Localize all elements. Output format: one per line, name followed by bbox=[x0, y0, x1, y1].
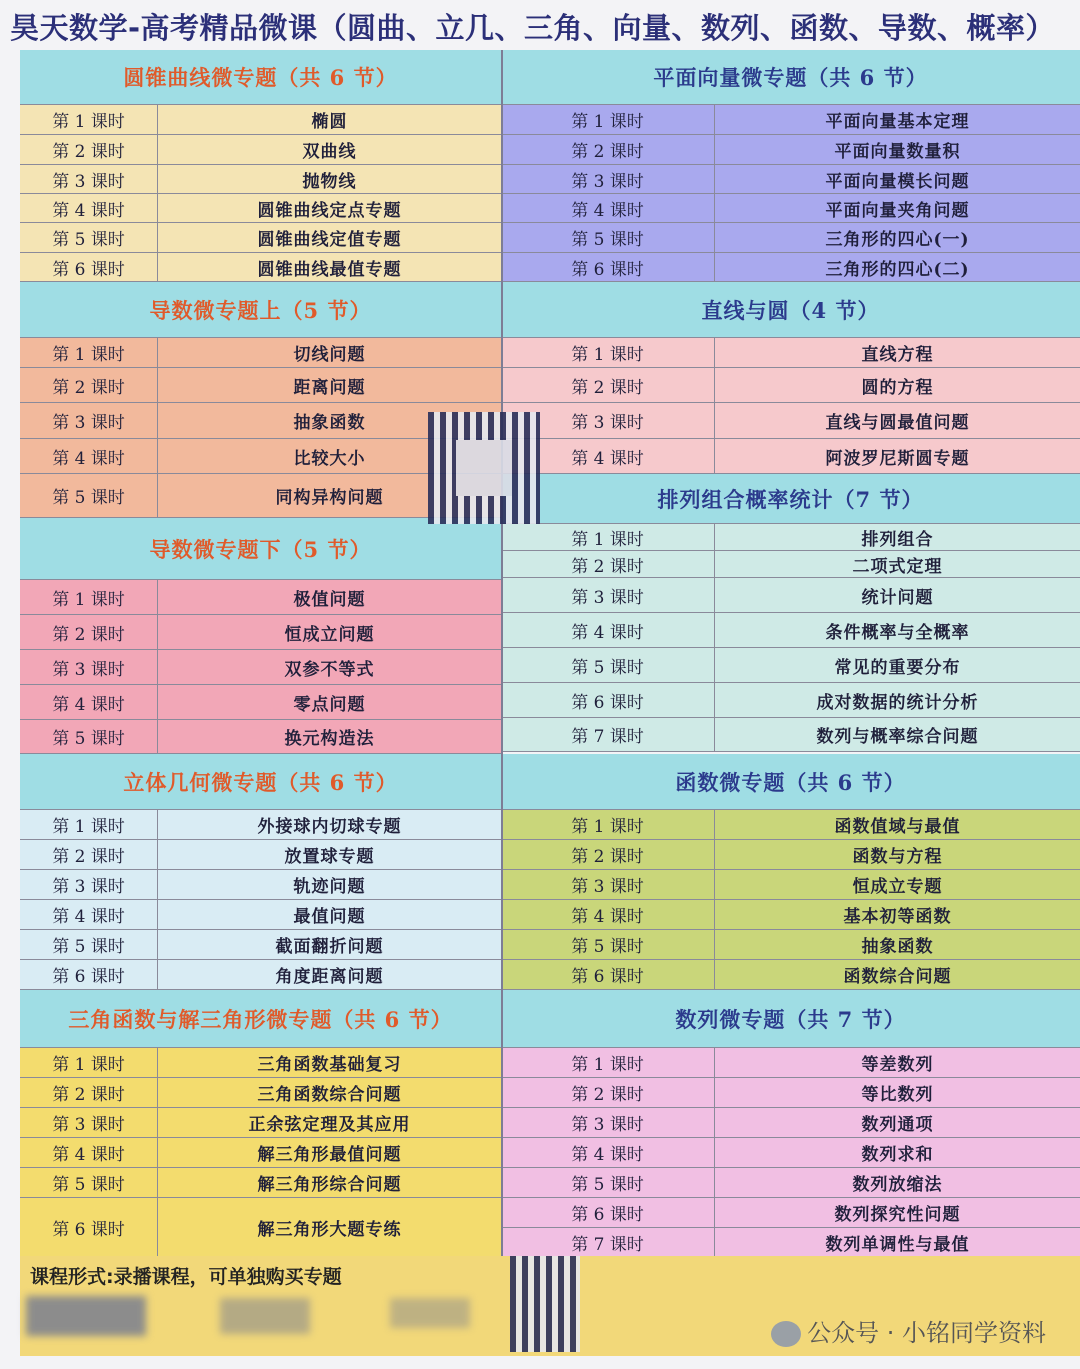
lesson-topic: 直线与圆最值问题 bbox=[825, 413, 970, 433]
lesson-topic: 零点问题 bbox=[293, 694, 366, 715]
lesson-row bbox=[501, 253, 1080, 282]
section-title: 直线与圆（4 节） bbox=[501, 282, 1080, 338]
lesson-number: 第 4 课时 bbox=[20, 685, 158, 719]
lesson-topic: 双参不等式 bbox=[284, 659, 375, 680]
lesson-topic: 正余弦定理及其应用 bbox=[248, 1115, 411, 1135]
lesson-number: 第 1 课时 bbox=[20, 580, 158, 614]
lesson-row bbox=[20, 840, 501, 870]
lesson-topic: 直线方程 bbox=[861, 345, 934, 365]
lesson-topic: 排列组合 bbox=[861, 529, 934, 550]
lesson-row bbox=[501, 683, 1080, 718]
lesson-number: 第 7 课时 bbox=[501, 718, 715, 751]
lesson-topic: 函数与方程 bbox=[852, 847, 943, 867]
lesson-topic: 数列探究性问题 bbox=[834, 1205, 961, 1225]
lesson-topic: 统计问题 bbox=[861, 587, 934, 608]
lesson-row bbox=[501, 165, 1080, 194]
section-title: 平面向量微专题（共 6 节） bbox=[501, 50, 1080, 105]
left-section-3 bbox=[20, 518, 501, 754]
lesson-number: 第 1 课时 bbox=[20, 1048, 158, 1077]
lesson-topic: 解三角形最值问题 bbox=[257, 1145, 402, 1165]
lesson-row bbox=[20, 1108, 501, 1138]
lesson-topic: 成对数据的统计分析 bbox=[816, 692, 979, 713]
watermark bbox=[771, 1313, 1046, 1348]
lesson-topic: 恒成立专题 bbox=[852, 877, 943, 897]
lesson-number: 第 4 课时 bbox=[20, 439, 158, 473]
lesson-number: 第 2 课时 bbox=[20, 368, 158, 402]
lesson-topic: 等比数列 bbox=[861, 1085, 934, 1105]
lesson-number: 第 3 课时 bbox=[20, 165, 158, 193]
section-title: 函数微专题（共 6 节） bbox=[501, 754, 1080, 810]
lesson-number: 第 6 课时 bbox=[501, 253, 715, 281]
lesson-row bbox=[20, 1198, 501, 1258]
lesson-row bbox=[501, 810, 1080, 840]
lesson-topic: 数列单调性与最值 bbox=[825, 1235, 970, 1255]
left-section-4 bbox=[20, 754, 501, 990]
lesson-topic: 平面向量基本定理 bbox=[825, 112, 970, 132]
lesson-topic: 双曲线 bbox=[302, 142, 357, 162]
lesson-number: 第 5 课时 bbox=[501, 648, 715, 682]
lesson-topic: 基本初等函数 bbox=[843, 907, 952, 927]
lesson-topic: 换元构造法 bbox=[284, 729, 375, 749]
lesson-number: 第 5 课时 bbox=[501, 1168, 715, 1197]
section-title: 排列组合概率统计（7 节） bbox=[501, 474, 1080, 524]
lesson-number: 第 3 课时 bbox=[501, 403, 715, 438]
lesson-topic: 三角函数基础复习 bbox=[257, 1055, 402, 1075]
lesson-number: 第 6 课时 bbox=[20, 1198, 158, 1257]
lesson-topic: 平面向量夹角问题 bbox=[825, 200, 970, 221]
lesson-topic: 抛物线 bbox=[302, 171, 357, 192]
lesson-row bbox=[501, 223, 1080, 253]
lesson-row bbox=[20, 930, 501, 960]
section-title: 圆锥曲线微专题（共 6 节） bbox=[20, 50, 501, 105]
lesson-number: 第 5 课时 bbox=[20, 1168, 158, 1197]
lesson-number: 第 3 课时 bbox=[20, 1108, 158, 1137]
lesson-number: 第 3 课时 bbox=[501, 165, 715, 193]
lesson-topic: 阿波罗尼斯圆专题 bbox=[825, 448, 970, 469]
lesson-topic: 轨迹问题 bbox=[293, 877, 366, 897]
lesson-row bbox=[501, 1108, 1080, 1138]
lesson-topic: 等差数列 bbox=[861, 1055, 934, 1075]
section-title: 导数微专题上（5 节） bbox=[20, 282, 501, 338]
lesson-row bbox=[501, 1048, 1080, 1078]
lesson-number: 第 2 课时 bbox=[20, 840, 158, 869]
lesson-row bbox=[501, 368, 1080, 403]
lesson-row bbox=[501, 648, 1080, 683]
lesson-row bbox=[501, 930, 1080, 960]
lesson-topic: 圆锥曲线定值专题 bbox=[257, 230, 402, 250]
blurred-text bbox=[26, 1296, 146, 1336]
lesson-row bbox=[501, 338, 1080, 368]
lesson-topic: 圆锥曲线定点专题 bbox=[257, 200, 402, 221]
section-title: 三角函数与解三角形微专题（共 6 节） bbox=[20, 990, 501, 1048]
lesson-row bbox=[501, 718, 1080, 752]
lesson-row bbox=[20, 338, 501, 368]
lesson-topic: 数列与概率综合问题 bbox=[816, 727, 979, 747]
lesson-row bbox=[20, 135, 501, 165]
lesson-row bbox=[20, 580, 501, 615]
lesson-number: 第 2 课时 bbox=[501, 368, 715, 402]
lesson-row bbox=[20, 900, 501, 930]
lesson-number: 第 6 课时 bbox=[20, 253, 158, 281]
lesson-row bbox=[20, 194, 501, 223]
lesson-row bbox=[501, 1078, 1080, 1108]
lesson-topic: 抽象函数 bbox=[293, 413, 366, 433]
lesson-row bbox=[20, 1138, 501, 1168]
lesson-number: 第 6 课时 bbox=[501, 1198, 715, 1227]
lesson-row bbox=[20, 253, 501, 282]
right-section-1 bbox=[501, 50, 1080, 282]
lesson-topic: 切线问题 bbox=[293, 345, 366, 365]
lesson-topic: 平面向量数量积 bbox=[834, 142, 961, 162]
lesson-row bbox=[501, 524, 1080, 551]
lesson-number: 第 3 课时 bbox=[20, 870, 158, 899]
lesson-number: 第 6 课时 bbox=[501, 683, 715, 717]
section-title: 导数微专题下（5 节） bbox=[20, 518, 501, 580]
lesson-row bbox=[20, 1048, 501, 1078]
lesson-row bbox=[20, 165, 501, 194]
lesson-topic: 圆锥曲线最值专题 bbox=[257, 259, 402, 280]
lesson-number: 第 3 课时 bbox=[501, 578, 715, 612]
lesson-number: 第 4 课时 bbox=[20, 900, 158, 929]
lesson-number: 第 2 课时 bbox=[501, 135, 715, 164]
lesson-topic: 角度距离问题 bbox=[275, 967, 384, 987]
lesson-number: 第 6 课时 bbox=[20, 960, 158, 989]
blurred-text bbox=[390, 1298, 470, 1328]
lesson-row bbox=[501, 578, 1080, 613]
blurred-text bbox=[220, 1298, 310, 1334]
lesson-row bbox=[20, 810, 501, 840]
lesson-row bbox=[501, 1168, 1080, 1198]
lesson-number: 第 4 课时 bbox=[501, 613, 715, 647]
section-title: 数列微专题（共 7 节） bbox=[501, 990, 1080, 1048]
lesson-topic: 平面向量模长问题 bbox=[825, 171, 970, 192]
lesson-row bbox=[501, 613, 1080, 648]
lesson-topic: 极值问题 bbox=[293, 589, 366, 610]
lesson-row bbox=[501, 1138, 1080, 1168]
lesson-number: 第 6 课时 bbox=[501, 960, 715, 989]
lesson-number: 第 1 课时 bbox=[20, 810, 158, 839]
lesson-number: 第 7 课时 bbox=[501, 1228, 715, 1257]
lesson-number: 第 3 课时 bbox=[501, 870, 715, 899]
lesson-number: 第 5 课时 bbox=[20, 223, 158, 252]
lesson-number: 第 2 课时 bbox=[501, 840, 715, 869]
right-section-3 bbox=[501, 474, 1080, 752]
lesson-row bbox=[20, 720, 501, 754]
lesson-number: 第 2 课时 bbox=[501, 551, 715, 577]
footer-text: 课程形式:录播课程，可单独购买专题 bbox=[30, 1266, 342, 1288]
lesson-topic: 解三角形综合问题 bbox=[257, 1175, 402, 1195]
lesson-number: 第 5 课时 bbox=[20, 930, 158, 959]
lesson-row bbox=[501, 135, 1080, 165]
lesson-row bbox=[501, 105, 1080, 135]
lesson-topic: 常见的重要分布 bbox=[834, 657, 961, 678]
lesson-row bbox=[20, 223, 501, 253]
lesson-number: 第 3 课时 bbox=[20, 403, 158, 438]
lesson-topic: 距离问题 bbox=[293, 377, 366, 398]
section-title: 立体几何微专题（共 6 节） bbox=[20, 754, 501, 810]
lesson-number: 第 1 课时 bbox=[501, 1048, 715, 1077]
lesson-number: 第 4 课时 bbox=[501, 900, 715, 929]
lesson-number: 第 5 课时 bbox=[20, 474, 158, 517]
lesson-row bbox=[501, 551, 1080, 578]
lesson-number: 第 4 课时 bbox=[501, 194, 715, 222]
lesson-topic: 条件概率与全概率 bbox=[825, 622, 970, 643]
lesson-number: 第 1 课时 bbox=[501, 810, 715, 839]
lesson-topic: 椭圆 bbox=[311, 112, 348, 132]
lesson-row bbox=[501, 439, 1080, 474]
lesson-number: 第 2 课时 bbox=[20, 135, 158, 164]
left-section-1 bbox=[20, 50, 501, 282]
lesson-row bbox=[20, 615, 501, 650]
course-table bbox=[20, 50, 1080, 1256]
lesson-row bbox=[501, 1198, 1080, 1228]
lesson-row bbox=[501, 403, 1080, 439]
lesson-topic: 圆的方程 bbox=[861, 377, 934, 398]
lesson-row bbox=[20, 1168, 501, 1198]
lesson-row bbox=[20, 650, 501, 685]
lesson-topic: 数列求和 bbox=[861, 1145, 934, 1165]
lesson-number: 第 2 课时 bbox=[501, 1078, 715, 1107]
lesson-number: 第 2 课时 bbox=[20, 615, 158, 649]
watermark-text: 公众号 · 小铭同学资料 bbox=[807, 1319, 1046, 1347]
lesson-topic: 函数值域与最值 bbox=[834, 817, 961, 837]
wechat-icon bbox=[771, 1321, 801, 1347]
lesson-topic: 抽象函数 bbox=[861, 937, 934, 957]
lesson-topic: 外接球内切球专题 bbox=[257, 817, 402, 837]
right-section-5 bbox=[501, 990, 1080, 1258]
column-divider bbox=[501, 50, 503, 1256]
lesson-number: 第 1 课时 bbox=[20, 105, 158, 134]
lesson-number: 第 4 课时 bbox=[501, 1138, 715, 1167]
lesson-row bbox=[501, 960, 1080, 990]
lesson-topic: 数列放缩法 bbox=[852, 1175, 943, 1195]
left-section-5 bbox=[20, 990, 501, 1258]
qr-code-icon bbox=[428, 412, 540, 524]
lesson-topic: 三角形的四心(一) bbox=[825, 230, 970, 250]
lesson-topic: 解三角形大题专练 bbox=[257, 1220, 402, 1240]
lesson-topic: 三角形的四心(二) bbox=[825, 259, 970, 280]
lesson-number: 第 3 课时 bbox=[20, 650, 158, 684]
lesson-number: 第 5 课时 bbox=[501, 930, 715, 959]
lesson-number: 第 4 课时 bbox=[20, 1138, 158, 1167]
right-section-4 bbox=[501, 754, 1080, 990]
lesson-number: 第 3 课时 bbox=[501, 1108, 715, 1137]
lesson-number: 第 5 课时 bbox=[501, 223, 715, 252]
lesson-row bbox=[20, 960, 501, 990]
lesson-number: 第 1 课时 bbox=[20, 338, 158, 367]
page-title: 昊天数学-高考精品微课（圆曲、立几、三角、向量、数列、函数、导数、概率） bbox=[10, 11, 1056, 45]
lesson-topic: 函数综合问题 bbox=[843, 967, 952, 987]
lesson-topic: 同构异构问题 bbox=[275, 488, 384, 508]
right-section-2 bbox=[501, 282, 1080, 474]
lesson-row bbox=[20, 870, 501, 900]
lesson-topic: 比较大小 bbox=[293, 448, 366, 469]
lesson-row bbox=[501, 900, 1080, 930]
lesson-number: 第 1 课时 bbox=[501, 338, 715, 367]
lesson-row bbox=[20, 685, 501, 720]
qr-code-icon bbox=[510, 1256, 580, 1352]
lesson-row bbox=[501, 840, 1080, 870]
lesson-row bbox=[501, 194, 1080, 223]
lesson-row bbox=[501, 870, 1080, 900]
lesson-number: 第 1 课时 bbox=[501, 105, 715, 134]
lesson-row bbox=[20, 1078, 501, 1108]
lesson-topic: 三角函数综合问题 bbox=[257, 1085, 402, 1105]
lesson-number: 第 5 课时 bbox=[20, 720, 158, 753]
lesson-number: 第 1 课时 bbox=[501, 524, 715, 550]
lesson-row bbox=[501, 1228, 1080, 1258]
lesson-topic: 放置球专题 bbox=[284, 847, 375, 867]
lesson-number: 第 4 课时 bbox=[20, 194, 158, 222]
lesson-topic: 最值问题 bbox=[293, 907, 366, 927]
lesson-topic: 恒成立问题 bbox=[284, 624, 375, 645]
lesson-number: 第 2 课时 bbox=[20, 1078, 158, 1107]
lesson-topic: 数列通项 bbox=[861, 1115, 934, 1135]
lesson-row bbox=[20, 368, 501, 403]
lesson-row bbox=[20, 105, 501, 135]
lesson-topic: 二项式定理 bbox=[852, 556, 943, 577]
lesson-topic: 截面翻折问题 bbox=[275, 937, 384, 957]
lesson-number: 第 4 课时 bbox=[501, 439, 715, 473]
